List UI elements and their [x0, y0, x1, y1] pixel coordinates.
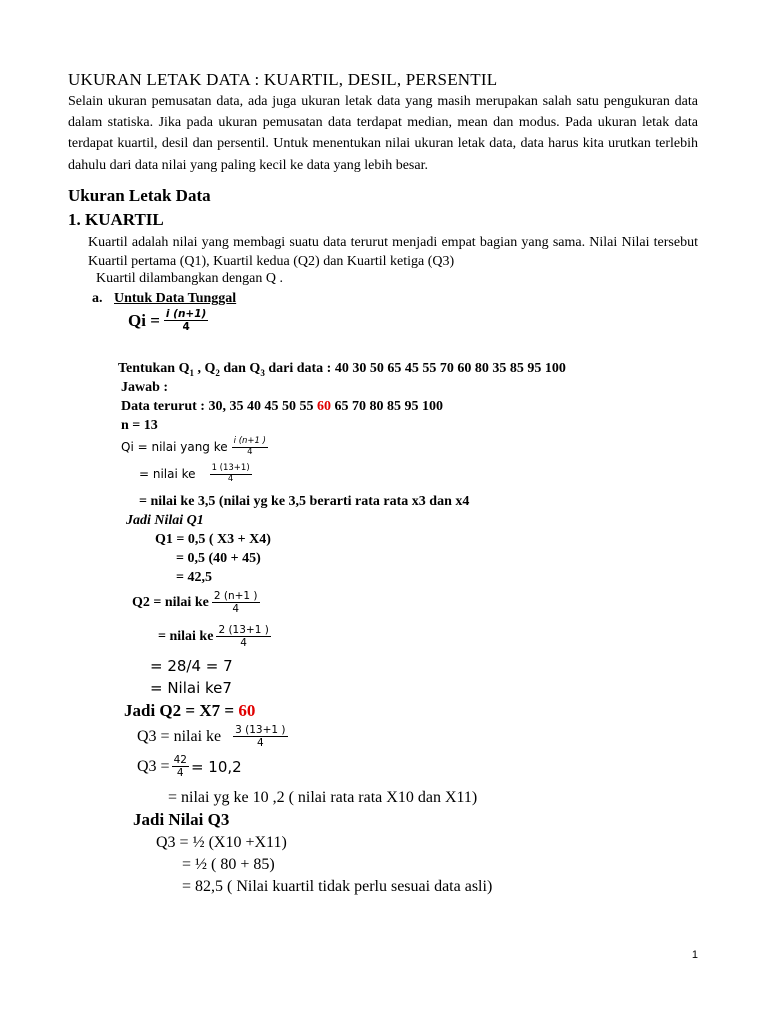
- q2-step-4: = Nilai ke7: [150, 679, 232, 697]
- qi-numerator: i (n+1 ): [233, 436, 266, 446]
- sorted-data-post: 65 70 80 85 95 100: [330, 399, 443, 414]
- sorted-data-median: 60: [316, 399, 331, 414]
- nilai-ke-fraction: [210, 464, 252, 485]
- nilai-ke-text: = nilai ke: [139, 467, 196, 482]
- kuartil-symbol-note: Kuartil dilambangkan dengan Q .: [96, 271, 284, 286]
- q3-result-3: = 82,5 ( Nilai kuartil tidak perlu sesuai data asli): [182, 878, 493, 895]
- jawab-label: Jawab :: [121, 380, 169, 395]
- q2-numerator: 2 (n+1 ): [213, 590, 258, 602]
- q3b-numerator: 42: [173, 754, 187, 766]
- q3b-denominator: 4: [176, 767, 184, 780]
- q3b-lhs: Q3 =: [137, 757, 170, 775]
- q2-text: Q2 = nilai ke: [132, 594, 209, 610]
- jadi-q3-heading: Jadi Nilai Q3: [133, 810, 230, 829]
- q3-fraction: [233, 724, 287, 749]
- q2-line-1: [132, 590, 260, 615]
- kuartil-definition: Kuartil adalah nilai yang membagi suatu data terurut menjadi empat bagian yang sama. Nilai Nilai tersebut Kuartil pertama (Q1), Kuartil kedua (Q2) dan Kuartil ketiga (Q3): [88, 235, 698, 269]
- q2-line-2: [158, 624, 271, 649]
- sorted-data-line: [121, 399, 443, 415]
- formula-numerator: i (n+1): [165, 308, 207, 320]
- q3-step-3: = nilai yg ke 10 ,2 ( nilai rata rata X10 dan X11): [168, 789, 478, 806]
- formula-lhs: Qi =: [128, 310, 160, 330]
- section-title: Ukuran Letak Data: [68, 186, 211, 205]
- subsection-title: 1. KUARTIL: [68, 210, 164, 229]
- question-mid-2: dan Q: [219, 361, 261, 376]
- q2-fraction: [212, 590, 260, 615]
- q3-text: Q3 = nilai ke: [137, 727, 222, 745]
- qi-definition-text: Qi = nilai yang ke: [121, 440, 228, 455]
- formula-denominator: 4: [182, 321, 190, 334]
- jadi-q2-text: Jadi Q2 = X7 =: [124, 701, 239, 720]
- q3-denominator: 4: [256, 737, 264, 750]
- question-pre: Tentukan Q: [118, 361, 190, 376]
- formula-fraction: [164, 308, 208, 333]
- q1-step-3: = 42,5: [176, 570, 212, 585]
- q1-step-2: = 0,5 (40 + 45): [176, 551, 261, 566]
- q3-line-1: [137, 724, 288, 749]
- n-value: n = 13: [121, 418, 158, 433]
- quartile-formula: [128, 308, 208, 333]
- q2b-numerator: 2 (13+1 ): [218, 624, 269, 636]
- page-title: UKURAN LETAK DATA : KUARTIL, DESIL, PERSENTIL: [68, 70, 498, 89]
- question-line: [118, 361, 566, 378]
- q3b-fraction: [172, 754, 189, 779]
- page-number: 1: [691, 949, 698, 961]
- item-a-marker: a.: [92, 291, 103, 306]
- item-a-title: Untuk Data Tunggal: [114, 291, 237, 306]
- q3-result-2: = ½ ( 80 + 85): [182, 856, 275, 873]
- jadi-q2-value: 60: [238, 701, 256, 720]
- qi-definition-line: [121, 437, 268, 458]
- q2-denominator: 4: [232, 603, 240, 616]
- q2b-denominator: 4: [240, 637, 247, 650]
- q2-step-3: = 28/4 = 7: [150, 657, 233, 675]
- intro-paragraph: Selain ukuran pemusatan data, ada juga ukuran letak data yang masih merupakan salah satu pengukuran data dalam statiska. Jika pada ukuran pemusatan data terdapat median, mean dan modus. Pada ukuran letak data terdapat kuartil, desil dan persentil. Untuk menentukan nilai ukuran letak data, data harus kita urutkan terlebih dahulu dari data nilai yang paling kecil ke data yang lebih besar.: [68, 94, 698, 173]
- q3-result-1: Q3 = ½ (X10 +X11): [156, 834, 287, 851]
- q2b-text: = nilai ke: [158, 628, 214, 644]
- q3-line-2: [137, 754, 242, 779]
- q2b-fraction: [216, 624, 270, 649]
- q3b-rhs: = 10,2: [190, 757, 242, 776]
- question-data: dari data : 40 30 50 65 45 55 70 60 80 35 85 95 100: [264, 361, 566, 376]
- question-mid-1: , Q: [193, 361, 216, 376]
- question-sub-1: 1: [189, 367, 194, 378]
- nilai-ke-denominator: 4: [227, 473, 234, 484]
- q1-step-1: Q1 = 0,5 ( X3 + X4): [155, 532, 271, 547]
- nilai-ke-numerator: 1 (13+1): [211, 463, 250, 473]
- nilai-3-5-line: = nilai ke 3,5 (nilai yg ke 3,5 berarti rata rata x3 dan x4: [139, 494, 470, 509]
- nilai-ke-line: [139, 464, 252, 485]
- qi-denominator: 4: [247, 446, 253, 457]
- sorted-data-pre: Data terurut : 30, 35 40 45 50 55: [121, 399, 317, 414]
- jadi-q2-line: [124, 701, 255, 721]
- q3-numerator: 3 (13+1 ): [235, 724, 286, 736]
- jadi-q1-heading: Jadi Nilai Q1: [126, 513, 204, 528]
- question-sub-3: 3: [260, 367, 265, 378]
- question-sub-2: 2: [215, 367, 220, 378]
- qi-fraction: [232, 437, 268, 458]
